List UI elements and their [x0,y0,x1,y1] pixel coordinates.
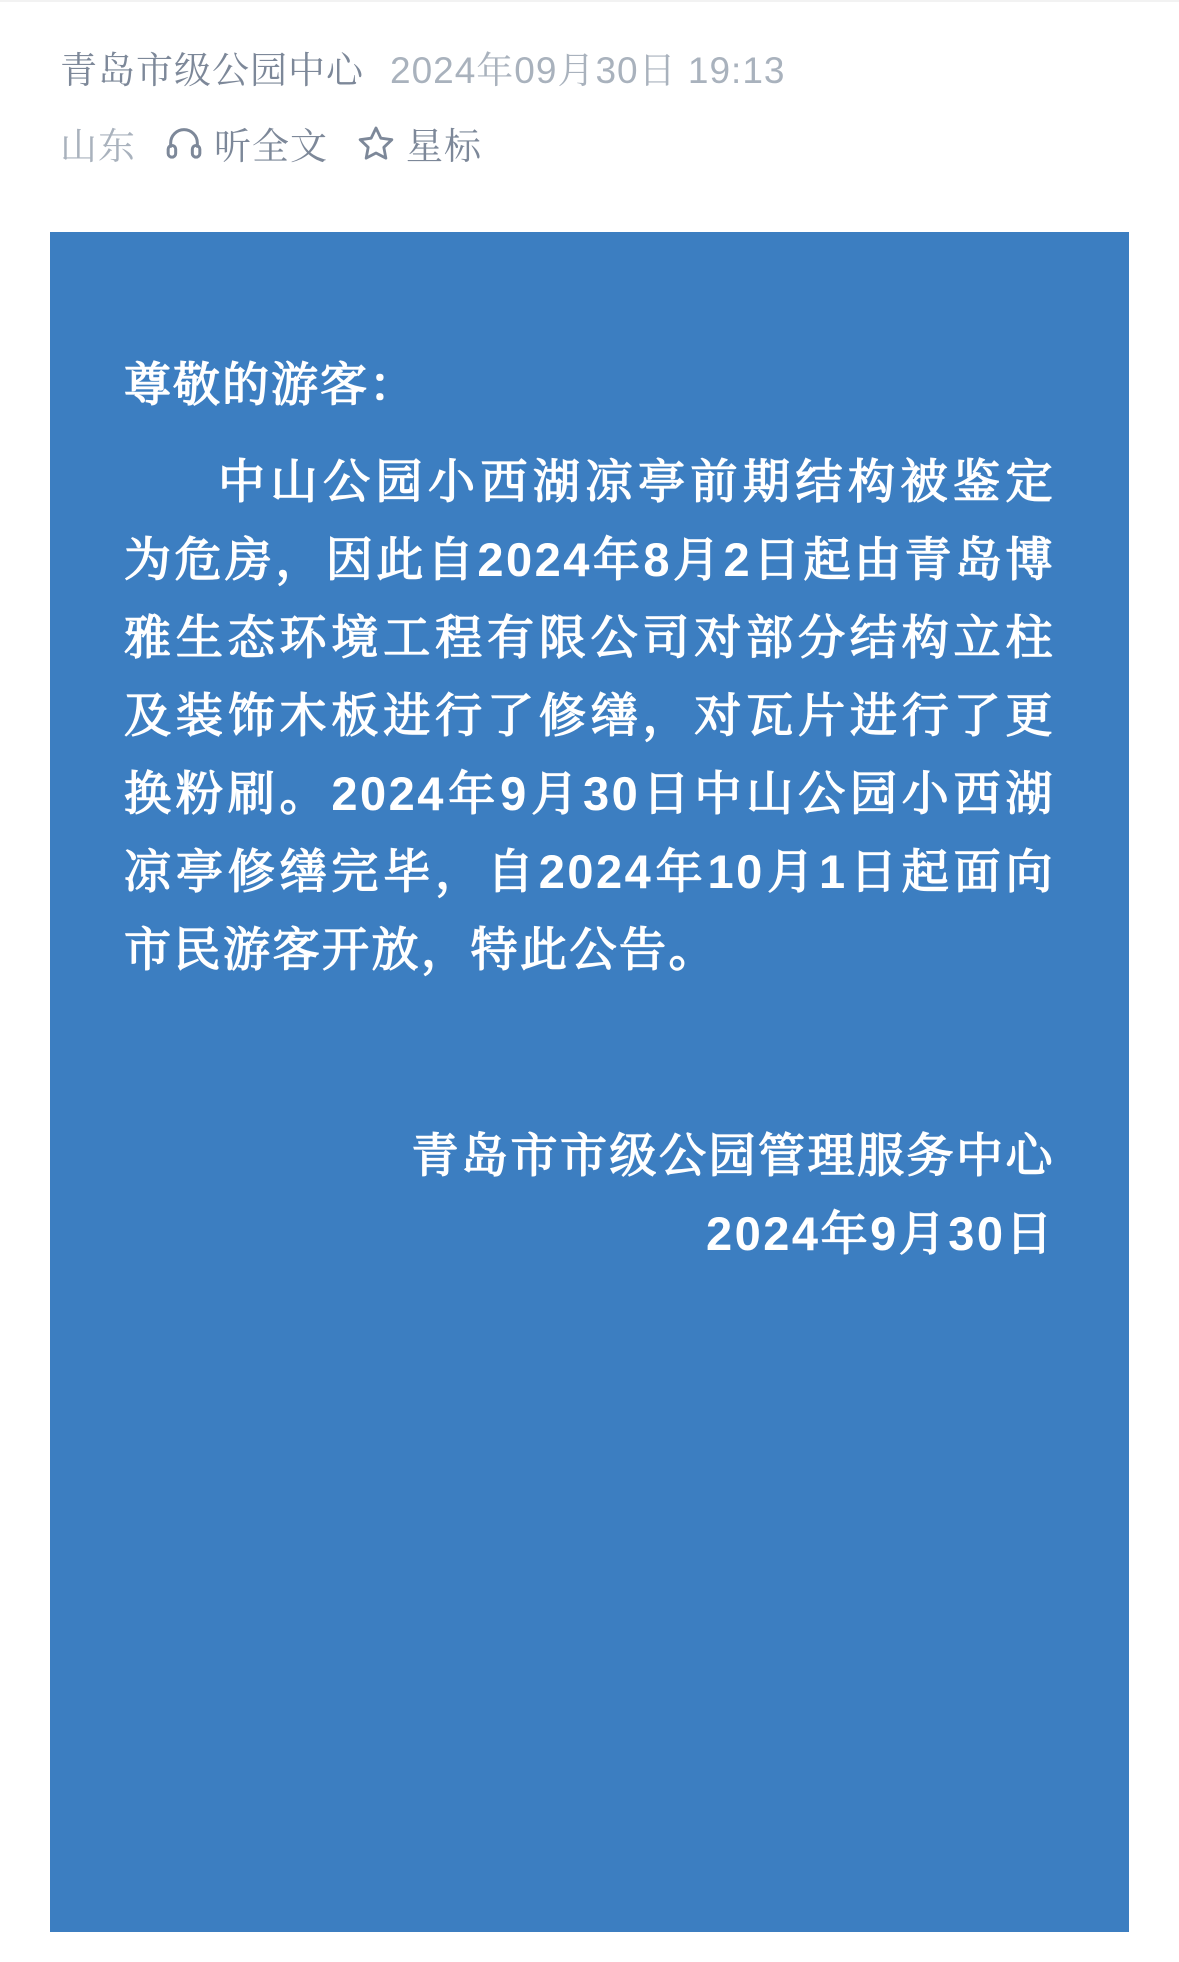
listen-full-text-button[interactable] [164,116,328,170]
location-label: 山东 [60,126,136,167]
star-label: 星标 [406,126,482,167]
listen-full-text-label: 听全文 [214,126,328,167]
top-divider [0,0,1179,2]
star-button[interactable] [356,116,482,170]
meta-secondary-row [60,116,1119,170]
notice-body: 中山公园小西湖凉亭前期结构被鉴定为危房，因此自2024年8月2日起由青岛博雅生态环境工程有限公司对部分结构立柱及装饰木板进行了修缮，对瓦片进行了更换粉刷。2024年9月30日中山公园小西湖凉亭修缮完毕，自2024年10月1日起面向市民游客开放，特此公告。 [124,454,1055,976]
notice-card [50,232,1129,1932]
account-name[interactable]: 青岛市级公园中心 [60,50,364,91]
notice-salutation: 尊敬的游客： [124,358,418,411]
star-icon [356,123,396,163]
publish-time: 2024年09月30日 19:13 [390,50,786,91]
article-meta [0,0,1179,170]
notice-signature-date: 2024年9月30日 [706,1206,1055,1260]
headphones-icon [164,123,204,163]
meta-primary-row [60,40,1119,94]
notice-signature: 青岛市市级公园管理服务中心 [411,1128,1055,1182]
